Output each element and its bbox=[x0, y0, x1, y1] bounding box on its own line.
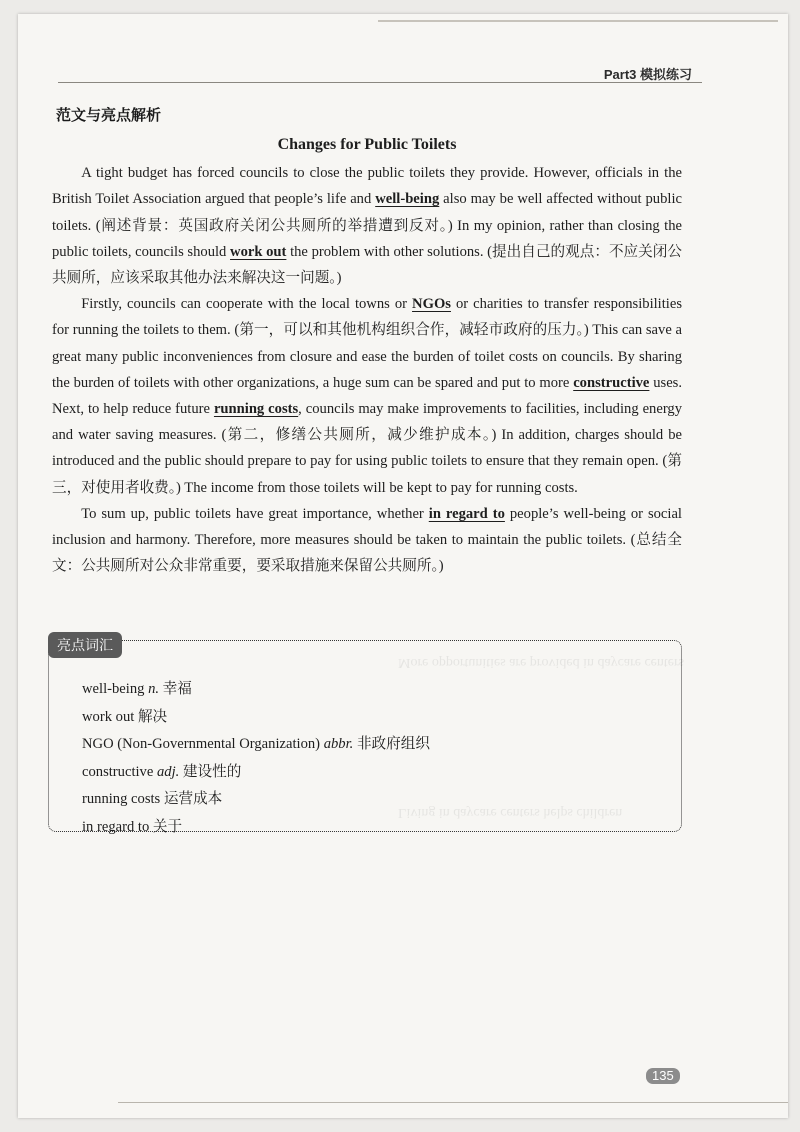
header-rule bbox=[58, 82, 702, 83]
vocab-tag: 亮点词汇 bbox=[48, 632, 122, 658]
essay-text: To sum up, public toilets have great importance, whether bbox=[81, 505, 429, 522]
vocab-meaning: 关于 bbox=[152, 818, 183, 835]
essay-text: the problem with other solutions. (提出自己的观点：不应关闭公共厕所，应该采取其他办法来解决这一问题。) bbox=[52, 243, 682, 287]
keyword-highlight: well-being bbox=[375, 191, 440, 208]
vocab-item bbox=[82, 759, 430, 787]
essay-text: uses. Next, to help reduce future bbox=[52, 374, 682, 418]
vocab-word: NGO (Non-Governmental Organization) bbox=[82, 736, 324, 752]
section-title: 范文与亮点解析 bbox=[56, 106, 162, 124]
vocab-word: running costs bbox=[82, 791, 164, 807]
essay-text: or charities to transfer responsibilities for running the toilets to them. (第一，可以和其他机构组织合作，减轻市政府的压力。) This can save a great many public inconveniences from closure and ease the burden of toilet costs on councils. By sharing the burden of toilets with other organizations, a huge sum can be spared and put to more bbox=[52, 296, 682, 391]
vocab-item bbox=[82, 786, 430, 814]
vocab-meaning: 建设性的 bbox=[179, 763, 242, 780]
vocab-meaning: 非政府组织 bbox=[353, 736, 430, 752]
document-page bbox=[18, 14, 788, 1118]
essay-paragraph-2 bbox=[52, 291, 682, 501]
vocab-list bbox=[82, 676, 430, 841]
essay-paragraph-1 bbox=[52, 160, 682, 291]
vocab-part-of-speech: n. bbox=[148, 681, 160, 697]
vocab-item bbox=[82, 814, 430, 842]
bottom-rule bbox=[118, 1102, 788, 1103]
essay-text: also may be well affected without public toilets. (阐述背景：英国政府关闭公共厕所的举措遭到反对。) In my opinion, rather than closing the public toilets, councils should bbox=[52, 191, 682, 260]
vocab-word: work out bbox=[82, 708, 138, 725]
keyword-highlight: work out bbox=[230, 243, 287, 260]
essay bbox=[52, 132, 682, 579]
essay-title: Changes for Public Toilets bbox=[277, 136, 457, 153]
vocab-item bbox=[82, 731, 430, 759]
running-header: Part3 模拟练习 bbox=[603, 67, 692, 82]
keyword-highlight: NGOs bbox=[412, 296, 451, 313]
vocab-word: constructive bbox=[82, 763, 157, 780]
vocab-word: in regard to bbox=[82, 818, 153, 835]
page-number: 135 bbox=[646, 1068, 680, 1084]
vocab-item bbox=[82, 676, 430, 704]
vocab-meaning: 幸福 bbox=[159, 681, 192, 697]
vocab-meaning: 解决 bbox=[137, 708, 168, 725]
keyword-highlight: running costs bbox=[213, 401, 299, 418]
keyword-highlight: in regard to bbox=[428, 505, 505, 522]
essay-paragraph-3 bbox=[52, 501, 682, 580]
essay-text: , councils may make improvements to facilities, including energy and water saving measures. (第二，修缮公共厕所，减少维护成本。) In addition, charges should be introduced and the public should prepare to pay for using public toilets to ensure that they remain open. (第三，对使用者收费。) The income from those toilets will be kept to pay for running costs. bbox=[52, 401, 683, 496]
vocab-meaning: 运营成本 bbox=[163, 791, 223, 807]
essay-text: A tight budget has forced councils to close the public toilets they provide. However, officials in the British Toilet Association argued that people’s life and bbox=[52, 165, 682, 208]
essay-text: people’s well-being or social inclusion and harmony. Therefore, more measures should be taken to maintain the public toilets. (总结全文：公共厕所对公众非常重要，要采取措施来保留公共厕所。) bbox=[52, 505, 682, 575]
vocab-part-of-speech: adj. bbox=[156, 763, 180, 780]
vocab-part-of-speech: abbr. bbox=[323, 736, 354, 752]
essay-text: Firstly, councils can cooperate with the local towns or bbox=[81, 296, 413, 313]
vocab-word: well-being bbox=[82, 681, 149, 697]
bleed-through-text: Living in daycare centers helps children bbox=[398, 805, 623, 820]
top-divider bbox=[378, 20, 778, 22]
bleed-through-text: More opportunities are provided in daycare centers bbox=[398, 655, 685, 670]
vocab-item bbox=[82, 704, 430, 732]
keyword-highlight: constructive bbox=[573, 374, 650, 391]
